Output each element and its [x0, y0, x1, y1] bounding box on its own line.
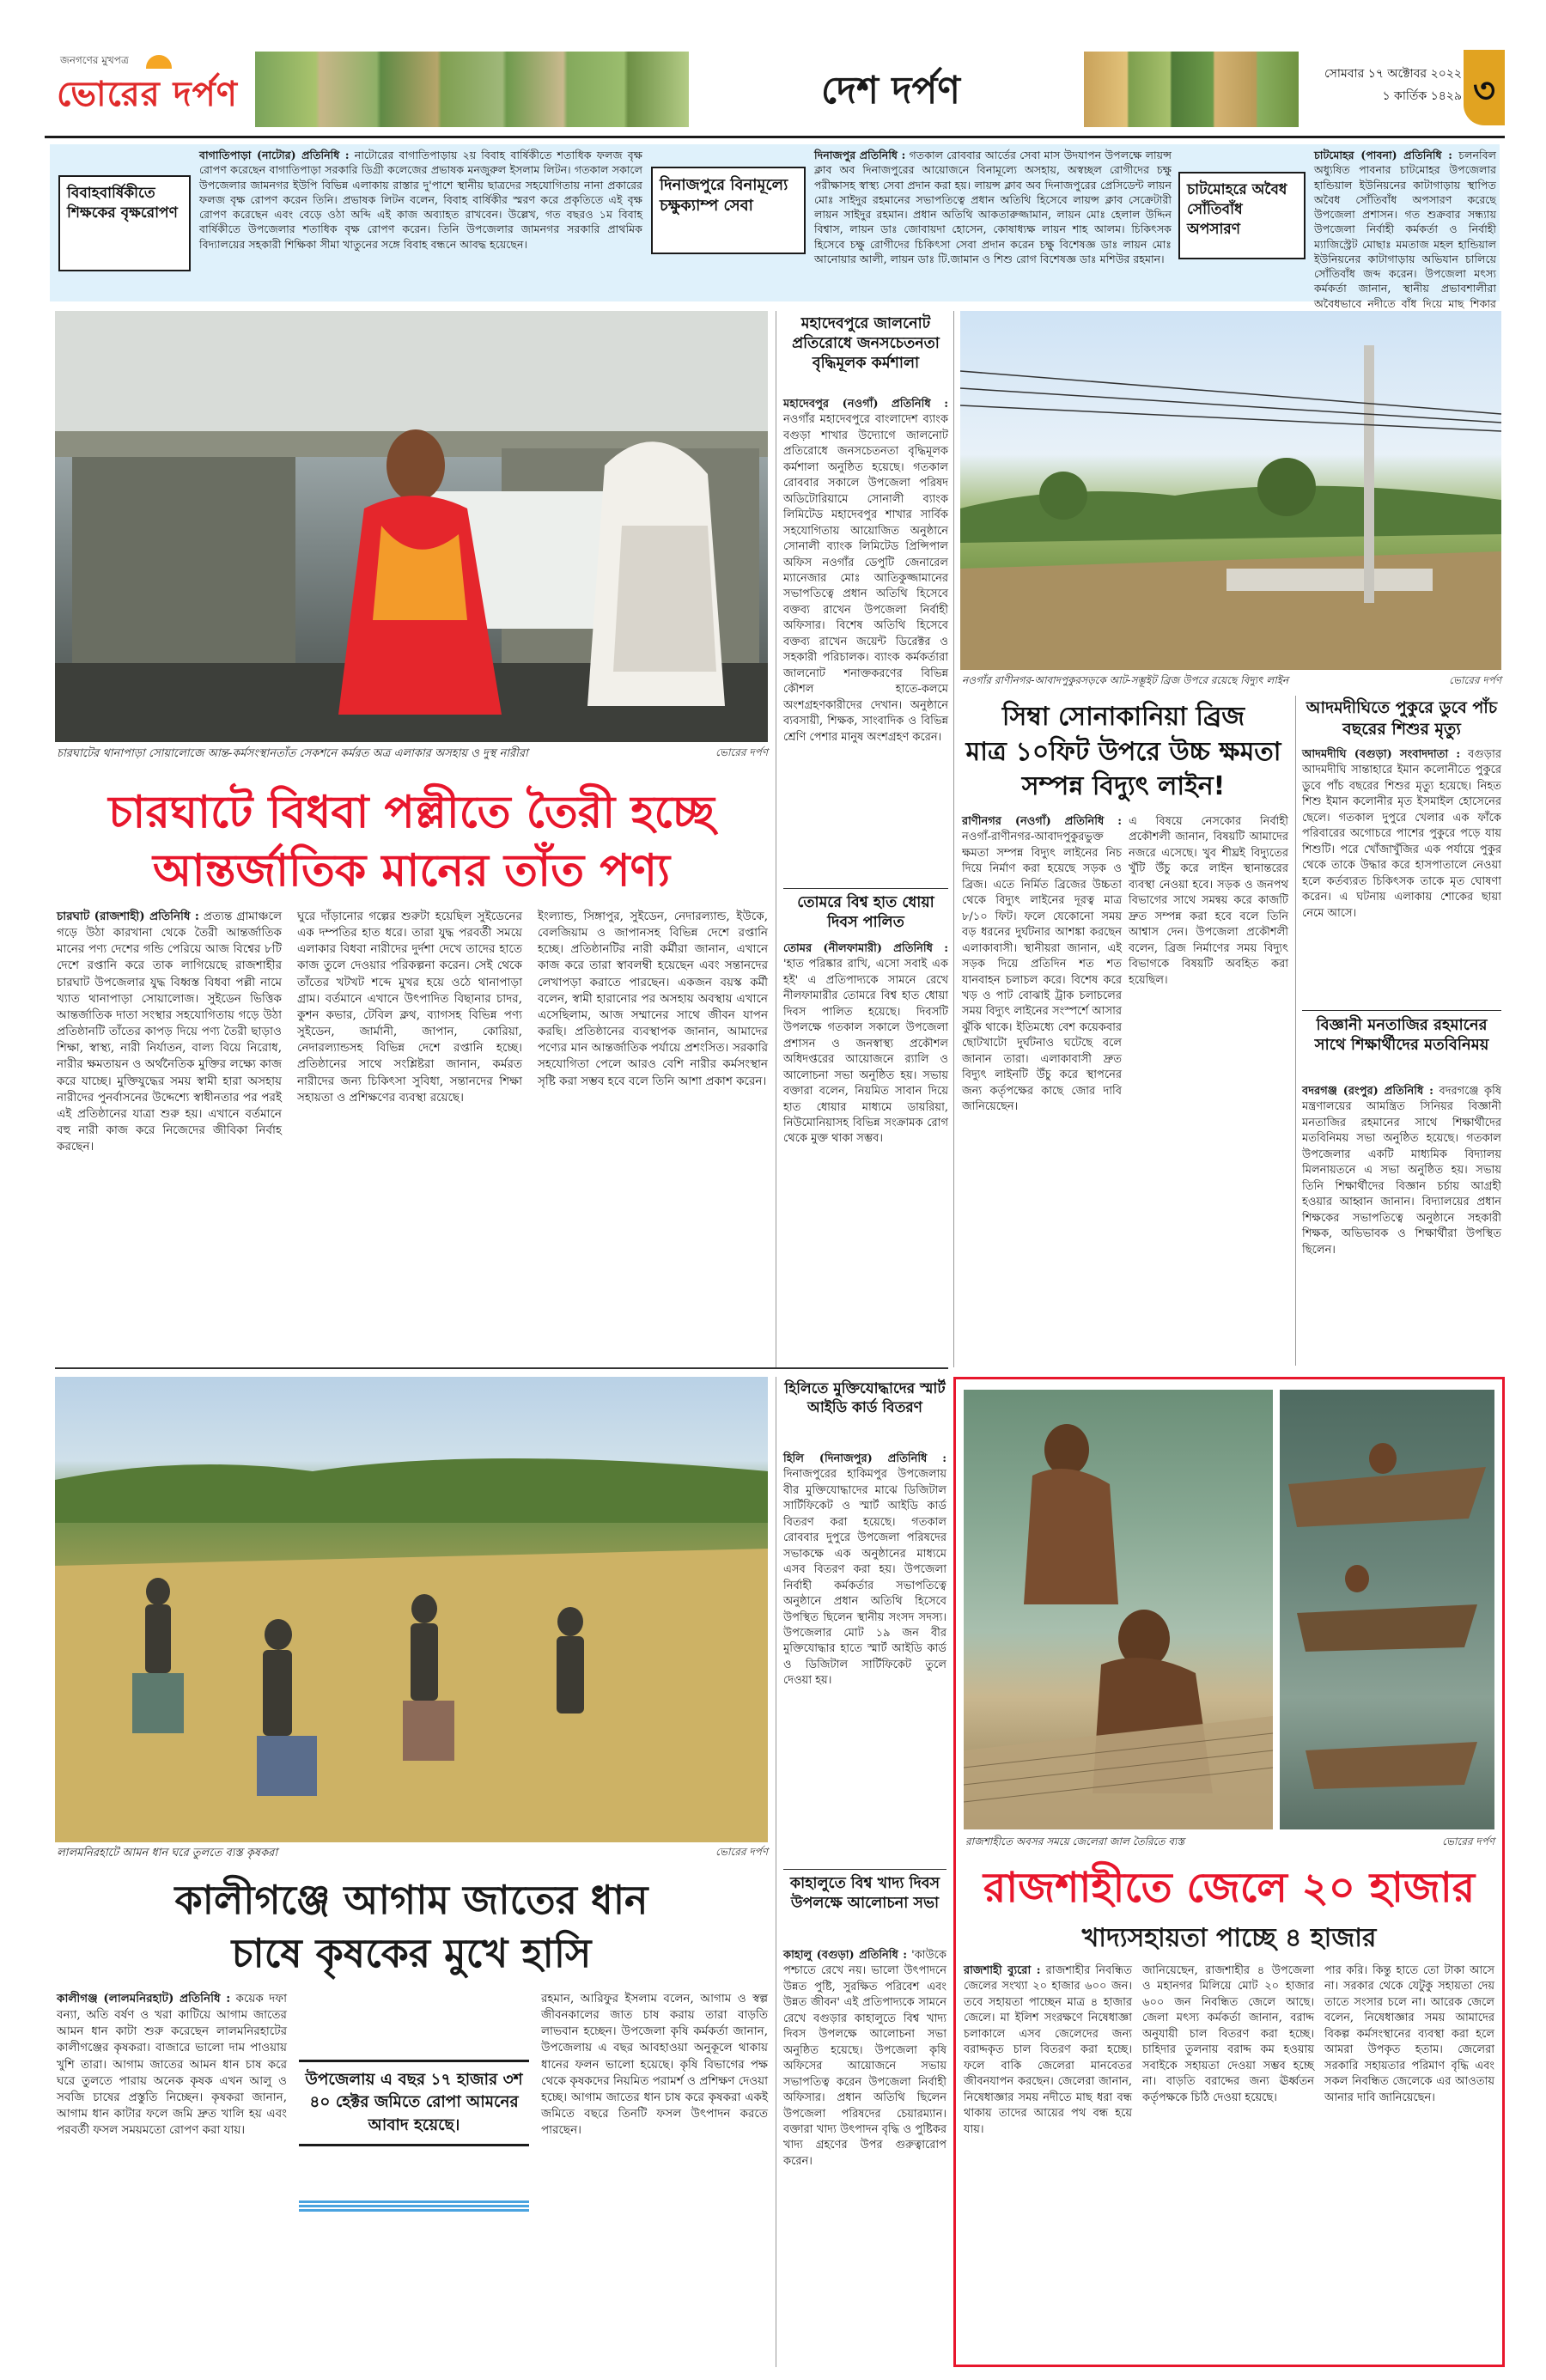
brief-headline-box-3 — [1178, 172, 1306, 259]
brief-byline-2: দিনাজপুর প্রতিনিধি : — [814, 149, 906, 161]
food-day-story — [783, 1948, 946, 2367]
brief-byline-1: বাগাতিপাড়া (নাটোর) প্রতিনিধি : — [199, 149, 350, 161]
weave-body-3: ইংল্যান্ড, সিঙ্গাপুর, সুইডেন, নেদারল্যান্ড, ইউকে, বেলজিয়াম ও জাপানসহ বিভিন্ন দেশে রপ্তানি হচ্ছে। প্রতিষ্ঠানটির নারী কর্মীরা জানান, এখানে কাজ করে তারা স্বাবলম্বী হয়েছেন এবং সন্তানদের লেখাপড়া করাতে পারছেন। একজন বয়স্ক কর্মী বলেন, স্বামী হারানোর পর অসহায় অবস্থায় এখানে এসেছিলাম, আজ সম্মানের সাথে জীবন যাপন করছি। প্রতিষ্ঠানের ব্যবস্থাপক জানান, আমাদের পণ্যের মান আন্তর্জাতিক পর্যায়ে প্রশংসিত। সরকারি সহযোগিতা পেলে আরও বেশি নারীর কর্মসংস্থান সৃষ্টি করা সম্ভব হবে বলে তিনি আশা প্রকাশ করেন। — [538, 910, 768, 1088]
harvest-photo-caption: লালমনিরহাটে আমন ধান ঘরে তুলতে ব্যস্ত কৃষকরা — [57, 1847, 278, 1860]
weaving-photo-caption: চারঘাটের থানাপাড়া সোয়ালোজে আন্ত-কর্মসংস্থানতাঁত সেকশনে কর্মরত অত্র এলাকার অসহায় ও দুস্থ নারীরা — [57, 747, 528, 760]
brief-headline-box-1 — [58, 175, 191, 271]
masthead-photo-strip-left — [255, 52, 689, 127]
scientist-body: বদরগঞ্জে কৃষি মন্ত্রণালয়ের আমন্ত্রিত সিনিয়র বিজ্ঞানী মনতাজির রহমানের সাথে শিক্ষার্থীদের মতবিনিময় সভা অনুষ্ঠিত হয়েছে। গতকাল উপজেলার একটি মাধ্যমিক বিদ্যালয় মিলনায়তনে এ সভা অনুষ্ঠিত হয়। সভায় তিনি শিক্ষার্থীদের বিজ্ঞান চর্চায় আগ্রহী হওয়ার আহ্বান জানান। বিদ্যালয়ের প্রধান শিক্ষকের সভাপতিত্বে অনুষ্ঠানে সহকারী শিক্ষক, অভিভাবক ও শিক্ষার্থীরা উপস্থিত ছিলেন। — [1302, 1085, 1502, 1257]
harvest-story-col-2 — [541, 1991, 768, 2367]
brief-body-2: গতকাল রোববার আর্তের সেবা মাস উদযাপন উপলক্ষে লায়ন্স ক্লাব অব দিনাজপুরের আয়োজনে বিনামূল্যে অসহায়, অস্বচ্ছল রোগীদের চক্ষু পরীক্ষাসহ স্বাস্থ্য সেবা প্রদান করা হয়। লায়ন্স ক্লাব অব দিনাজপুরের প্রেসিডেন্ট লায়ন মোঃ সাইদুর রহমানের সভাপতিত্বে প্রধান অতিথি হিসেবে লায়ন্স ক্লাব সেক্রেটারী লায়ন সাইদুর রহমান। প্রধান অতিথি আকতারুজ্জামান, লায়ন মোঃ হেলাল উদ্দিন বিশ্বাস, লায়ন ডাঃ জোবায়দা হোসেন, কোষাধ্যক্ষ লায়ন শাহ আলম। চিকিৎসক হিসেবে চক্ষু রোগীদের চিকিৎসা সেবা প্রদান করেন চক্ষু বিশেষজ্ঞ ডাঃ লায়ন মোঃ আনোয়ার আলী, লায়ন ডাঃ টি.জামান ও শিশু রোগ বিশেষজ্ঞ ডাঃ মশিউর রহমান। — [814, 149, 1172, 265]
weave-col-1 — [57, 909, 282, 1358]
harvest-headline-2[interactable]: চাষে কৃষকের মুখে হাসি — [231, 1930, 592, 1976]
fishermen-body-3: পার করি। কিন্তু হাতে তো টাকা আসে না। সরকার থেকে যেটুকু সহায়তা দেয় তাতে সংসার চলে না। আরেক জেলে বলেন, নিষেধাজ্ঞার সময় আমাদের বিকল্প কর্মসংস্থানের ব্যবস্থা করা হলে আমরা উপকৃত হতাম। জেলেরা সরকারি সহায়তার পরিমাণ বৃদ্ধি এবং সকল নিবন্ধিত জেলেকে এর আওতায় আনার দাবি জানিয়েছেন। — [1324, 1964, 1494, 2104]
mahadevpur-body: নওগাঁর মহাদেবপুরে বাংলাদেশ ব্যাংক বগুড়া শাখার উদ্যোগে জালনোট প্রতিরোধে জনসচেতনতা বৃদ্ধিমূলক কর্মশালা অনুষ্ঠিত হয়েছে। গতকাল রোববার সকালে উপজেলা পরিষদ অডিটোরিয়ামে সোনালী ব্যাংক লিমিটেড মহাদেবপুর শাখার সার্বিক সহযোগিতায় আয়োজিত অনুষ্ঠানে সোনালী ব্যাংক লিমিটেড প্রিন্সিপাল অফিস নওগাঁর ডেপুটি জেনারেল ম্যানেজার মোঃ আতিকুজ্জামানের সভাপতিত্বে প্রধান অতিথি হিসেবে বক্তব্য রাখেন উপজেলা নির্বাহী অফিসার। বিশেষ অতিথি হিসেবে বক্তব্য রাখেন জয়েন্ট ডিরেক্টর ও সহকারী পরিচালক। ব্যাংক কর্মকর্তারা জালনোট শনাক্তকরণের বিভিন্ন কৌশল হাতে-কলমে অংশগ্রহণকারীদের দেখান। অনুষ্ঠানে ব্যবসায়ী, শিক্ষক, সাংবাদিক ও বিভিন্ন শ্রেণি পেশার মানুষ অংশগ্রহণ করেন। — [783, 413, 948, 744]
section-title: দেশ দর্পণ — [821, 69, 960, 113]
weave-col-3 — [538, 909, 768, 1358]
harvest-body-2: রহমান, আরিফুর ইসলাম বলেন, আগাম ও স্বল্প জীবনকালের জাত চাষ করায় তারা বাড়তি লাভবান হচ্ছেন। উপজেলা কৃষি কর্মকর্তা জানান, উপজেলায় এ বছর আবহাওয়া অনুকূলে থাকায় ধানের ফলন ভালো হয়েছে। কৃষি বিভাগের পক্ষ থেকে কৃষকদের নিয়মিত পরামর্শ ও প্রশিক্ষণ দেওয়া হচ্ছে। আগাম জাতের ধান চাষ করে কৃষকরা একই জমিতে বছরে তিনটি ফসল উৎপাদন করতে পারছেন। — [541, 1992, 768, 2138]
weave-story-divider — [55, 1367, 948, 1369]
masthead-photo-strip-right — [1084, 52, 1299, 127]
scientist-headline[interactable]: বিজ্ঞানী মনতাজির রহমানের সাথে শিক্ষার্থীদের মতবিনিময় — [1314, 1016, 1489, 1055]
fishermen-headline-1[interactable]: রাজশাহীতে জেলে ২০ হাজার — [983, 1864, 1476, 1912]
food-day-body: 'কাউকে পশ্চাতে রেখে নয়। ভালো উৎপাদনে উন্নত পুষ্টি, সুরক্ষিত পরিবেশ এবং উন্নত জীবন' এই প্রতিপাদ্যকে সামনে রেখে বগুড়ার কাহালুতে বিশ্ব খাদ্য দিবস উপলক্ষে আলোচনা সভা অনুষ্ঠিত হয়েছে। উপজেলা কৃষি অফিসের আয়োজনে সভায় সভাপতিত্ব করেন উপজেলা নির্বাহী অফিসার। প্রধান অতিথি ছিলেন উপজেলা পরিষদের চেয়ারম্যান। বক্তারা খাদ্য উৎপাদন বৃদ্ধি ও পুষ্টিকর খাদ্য গ্রহণের উপর গুরুত্বারোপ করেন। — [783, 1949, 946, 2168]
scientist-story — [1302, 1084, 1501, 1364]
bridge-photo-credit: ভোরের দর্পণ — [1449, 674, 1501, 686]
id-card-body: দিনাজপুরের হাকিমপুর উপজেলায় বীর মুক্তিযোদ্ধাদের মাঝে ডিজিটাল সার্টিফিকেট ও স্মার্ট আইডি কার্ড বিতরণ করা হয়েছে। গতকাল রোববার দুপুরে উপজেলা পরিষদের সভাকক্ষে এক অনুষ্ঠানের মাধ্যমে এসব বিতরণ করা হয়। উপজেলা নির্বাহী কর্মকর্তার সভাপতিত্বে অনুষ্ঠানে প্রধান অতিথি হিসেবে উপস্থিত ছিলেন স্থানীয় সংসদ সদস্য। উপজেলার মোট ১৯ জন বীর মুক্তিযোদ্ধার হাতে স্মার্ট আইডি কার্ড ও ডিজিটাল সার্টিফিকেট তুলে দেওয়া হয়। — [783, 1468, 946, 1688]
weave-byline: চারঘাট (রাজশাহী) প্রতিনিধি : — [57, 910, 199, 923]
col-divider-2 — [953, 311, 954, 1367]
harvest-headline-1[interactable]: কালীগঞ্জে আগাম জাতের ধান — [174, 1877, 648, 1923]
id-card-byline: হিলি (দিনাজপুর) প্রতিনিধি : — [783, 1452, 946, 1465]
brief-story-3 — [1314, 148, 1496, 310]
handwash-body: 'হাত পরিষ্কার রাখি, এসো সবাই এক হই' এ প্রতিপাদ্যকে সামনে রেখে নীলফামারীর তোমরে বিশ্ব হাত ধোয়া দিবস পালিত হয়েছে। দিবসটি উপলক্ষে গতকাল সকালে উপজেলা প্রশাসন ও জনস্বাস্থ্য প্রকৌশল অধিদপ্তরের আয়োজনে র‍্যালি ও আলোচনা সভা অনুষ্ঠিত হয়। সভায় বক্তারা বলেন, নিয়মিত সাবান দিয়ে হাত ধোয়ার মাধ্যমে ডায়রিয়া, নিউমোনিয়াসহ বিভিন্ন সংক্রামক রোগ থেকে মুক্ত থাকা সম্ভব। — [783, 958, 948, 1146]
sun-logo-icon — [146, 55, 172, 69]
pull-quote-accent-bars — [299, 2200, 529, 2213]
bridge-photo-caption: নওগাঁর রাণীনগর-আবাদপুকুরসড়কে আট-সম্ভূইট ব্রিজ উপরে রয়েছে বিদ্যুৎ লাইন — [962, 674, 1289, 686]
handwash-byline: তোমর (নীলফামারী) প্রতিনিধি : — [783, 942, 948, 955]
bridge-photo-illustration — [960, 311, 1501, 670]
handwash-headline[interactable]: তোমরে বিশ্ব হাত ধোয়া দিবস পালিত — [797, 894, 934, 931]
bridge-story-col-1 — [962, 814, 1122, 1364]
pond-byline: আদমদীঘি (বগুড়া) সংবাদদাতা : — [1302, 748, 1461, 761]
brief-story-2 — [814, 148, 1172, 299]
brief-headline-1[interactable]: বিবাহবার্ষিকীতে শিক্ষকের বৃক্ষরোপণ — [67, 185, 178, 222]
fishermen-story-col-2 — [1142, 1963, 1314, 2359]
issue-date: সোমবার ১৭ অক্টোবর ২০২২ — [1324, 67, 1462, 81]
bridge-story-col-2 — [1129, 814, 1288, 1364]
pond-body: বগুড়ার আদমদীঘি সান্তাহারে ইমান কলোনীতে পুকুরে ডুবে পাঁচ বছরের শিশুর মৃত্যু হয়েছে। নিহত শিশু ইমান কলোনীর মৃত ইসমাইল হোসেনের ছেলে। গতকাল দুপুরে খেলার এক ফাঁকে পরিবারের অগোচরে পাশের পুকুরে পড়ে যায় শিশুটি। পরে খোঁজাখুঁজির এক পর্যায়ে পুকুর থেকে তাকে উদ্ধার করে হাসপাতালে নেওয়া হলে কর্তব্যরত চিকিৎসক তাকে মৃত ঘোষণা করেন। এ ঘটনায় এলাকায় শোকের ছায়া নেমে আসে। — [1302, 748, 1501, 920]
id-card-headline[interactable]: হিলিতে মুক্তিযোদ্ধাদের স্মার্ট আইডি কার্ড বিতরণ — [784, 1380, 946, 1417]
brief-headline-2[interactable]: দিনাজপুরে বিনামূল্যে চক্ষুক্যাম্প সেবা — [660, 176, 788, 216]
weaving-photo-credit: ভোরের দর্পণ — [715, 746, 768, 758]
brief-body-1: নাটোরের বাগাতিপাড়ায় ২য় বিবাহ বার্ষিকীতে শতাধিক ফলজ বৃক্ষ রোপণ করেছেন বাগাতিপাড়া সরকারি ডিগ্রী কলেজের প্রভাষক মনজুরুল ইসলাম লিটন। গতকাল সকালে উপজেলার জামনগর ইউপি বিভিন্ন এলাকায় রাস্তার দু'পাশে স্থানীয় ছাত্রদের সহযোগিতায় নানা প্রকারের ফলজ বৃক্ষ রোপণ করেন তিনি। প্রভাষক লিটন বলেন, বিবাহ বার্ষিকীর স্মরণ করে প্রকৃতিতে এই বৃক্ষ রোপণ করেছেন এবং বেড়ে ওঠা অব্দি এই কাজ অব্যাহত রাখবেন। উল্লেখ, গত বছরও ১ম বিবাহ বার্ষিকীতে উপজেলার শতাধিক বৃক্ষ রোপণ করেন। তিনি উপজেলার জামনগর সরকারি প্রাথমিক বিদ্যালয়ের সহকারী শিক্ষিকা সীমা খাতুনের সঙ্গে বিবাহ বন্ধনে আবদ্ধ হয়েছেন। — [199, 149, 642, 251]
paper-logo[interactable] — [57, 67, 246, 122]
brief-story-1 — [199, 148, 642, 299]
brief-body-3: চলনবিল অধ্যুষিত পাবনার চাটমোহর উপজেলার হান্ডিয়াল ইউনিয়নের কাটাগাড়ায় স্থাপিত অবৈধ সোঁতিবাঁধ অপসারণ করেছে উপজেলা প্রশাসন। গত শুক্রবার সন্ধ্যায় উপজেলা নির্বাহী কর্মকর্তা ও নির্বাহী ম্যাজিস্ট্রেট মোছাঃ মমতাজ মহল হান্ডিয়াল ইউনিয়নের কাটাগাড়ায় অভিযান চালিয়ে সোঁতিবাঁধ জব্দ করেন। উপজেলা মৎস্য কর্মকর্তা জানান, স্থানীয় প্রভাবশালীরা অবৈধভাবে নদীতে বাঁধ দিয়ে মাছ শিকার — [1314, 149, 1496, 310]
fishermen-photo-caption: রাজশাহীতে অবসর সময়ে জেলেরা জাল তৈরিতে ব্যস্ত — [965, 1835, 1185, 1847]
harvest-byline: কালীগঞ্জ (লালমনিরহাট) প্রতিনিধি : — [57, 1992, 231, 2006]
pond-story — [1302, 747, 1501, 1005]
issue-date-bengali: ১ কার্তিক ১৪২৯ — [1382, 89, 1462, 103]
harvest-body-1: কয়েক দফা বন্যা, অতি বর্ষণ ও খরা কাটিয়ে আগাম জাতের আমন ধান কাটা শুরু করেছেন লালমনিরহাটের কালীগঞ্জের কৃষকরা। বাজারে ভালো দাম পাওয়ায় খুশি তারা। আগাম জাতের আমন ধান চাষ করে ঘরে তুলতে পারায় অনেক কৃষক এখন আলু ও সবজি চাষের প্রস্তুতি নিচ্ছেন। কৃষকরা জানান, আগাম ধান কাটার ফলে জমি দ্রুত খালি হয় এবং পরবর্তী ফসল সময়মতো রোপণ করা যায়। — [57, 1992, 287, 2138]
fishermen-headline-2[interactable]: খাদ্যসহায়তা পাচ্ছে ৪ হাজার — [1081, 1923, 1377, 1953]
col-divider-3 — [1295, 696, 1296, 1366]
brief-headline-box-2 — [651, 167, 806, 254]
weave-body-1: প্রত্যন্ত গ্রামাঞ্চলে গড়ে উঠা কারখানা থেকে তৈরী আন্তর্জাতিক মানের পণ্য দেশের গন্ডি পেরিয়ে আজ বিশ্বের ৮টি দেশে রপ্তানি করে তাক লাগিয়েছে রাজশাহীর চারঘাট উপজেলার যুদ্ধ বিধ্বস্ত বিধবা পল্লী নামে খ্যাত থানাপাড়া সোয়ালোজ। সুইডেন ভিত্তিক আন্তর্জাতিক দাতা সংস্থার সহযোগিতায় গড়ে উঠা প্রতিষ্ঠানটি তাঁতের কাপড় দিয়ে পণ্য তৈরী ছাড়াও শিক্ষা, স্বাস্থ্য, নারী নির্যাতন, বাল্য বিয়ে নিরোধ, নারীর ক্ষমতায়ন ও অর্থনৈতিক মুক্তির লক্ষ্যে কাজ করে যাচ্ছে। মুক্তিযুদ্ধের সময় স্বামী হারা অসহায় নারীদের পুনর্বাসনের উদ্দেশ্যে স্বাধীনতার পর পরই এই প্রতিষ্ঠানের যাত্রা শুরু হয়। এখানে বর্তমানে বহু নারী কাজ করে নিজেদের জীবিকা নির্বাহ করছেন। — [57, 910, 283, 1154]
food-day-headline[interactable]: কাহালুতে বিশ্ব খাদ্য দিবস উপলক্ষে আলোচনা সভা — [789, 1875, 940, 1913]
fishermen-body-1: রাজশাহীর নিবন্ধিত জেলের সংখ্যা ২০ হাজার ৬০০ জন। তবে সহায়তা পাচ্ছেন মাত্র ৪ হাজার জেলে। মা ইলিশ সংরক্ষণে নিষেধাজ্ঞা চলাকালে এসব জেলেদের জন্য বরাদ্দকৃত চাল বিতরণ করা হচ্ছে। ফলে বাকি জেলেরা মানবেতর জীবনযাপন করছেন। জেলেরা জানান, নিষেধাজ্ঞার সময় নদীতে মাছ ধরা বন্ধ থাকায় তাদের আয়ের পথ বন্ধ হয়ে যায়। — [964, 1964, 1132, 2136]
paper-name: ভোরের দর্পণ — [57, 75, 238, 114]
masthead-divider — [45, 136, 1505, 138]
fishermen-story-col-3 — [1324, 1963, 1494, 2359]
weave-body-2: ঘুরে দাঁড়ানোর গল্পের শুরুটা হয়েছিল সুইডেনের এক দম্পতির হাত ধরে। তারা যুদ্ধ পরবর্তী সময়ে এলাকার বিধবা নারীদের দুর্দশা দেখে তাদের হাতে কাজ তুলে দেওয়ার পরিকল্পনা করেন। সেই থেকে তাঁতের খটখট শব্দে মুখর হয়ে ওঠে থানাপাড়া গ্রাম। বর্তমানে এখানে উৎপাদিত বিছানার চাদর, কুশন কভার, টেবিল ক্লথ, ব্যাগসহ বিভিন্ন পণ্য সুইডেন, জার্মানী, জাপান, কোরিয়া, নেদারল্যান্ডসহ বিভিন্ন দেশে রপ্তানি হচ্ছে। প্রতিষ্ঠানের সাথে সংশ্লিষ্টরা জানান, কর্মরত নারীদের জন্য চিকিৎসা সুবিধা, সন্তানদের শিক্ষা সহায়তা ও প্রশিক্ষণের ব্যবস্থা রয়েছে। — [297, 910, 522, 1105]
weave-headline-2[interactable]: আন্তর্জাতিক মানের তাঁত পণ্য — [152, 845, 671, 897]
scientist-byline: বদরগঞ্জ (রংপুর) প্রতিনিধি : — [1302, 1085, 1433, 1098]
brief-byline-3: চাটমোহর (পাবনা) প্রতিনিধি : — [1314, 149, 1452, 161]
id-card-divider — [783, 1869, 946, 1870]
mahadevpur-story — [783, 397, 948, 882]
weave-col-2 — [297, 909, 522, 1358]
fishermen-photo-right — [1280, 1390, 1494, 1829]
mahadevpur-byline: মহাদেবপুর (নওগাঁ) প্রতিনিধি : — [783, 398, 948, 411]
harvest-photo — [55, 1377, 768, 1842]
harvest-photo-credit: ভোরের দর্পণ — [715, 1846, 768, 1858]
brief-headline-3[interactable]: চাটমোহরে অবৈধ সোঁতিবাঁধ অপসারণ — [1187, 181, 1287, 238]
fishermen-body-2: জানিয়েছেন, রাজশাহীর ৪ উপজেলা ও মহানগর মিলিয়ে মোট ২০ হাজার ৬০০ জন নিবন্ধিত জেলে আছে। জেলা মৎস্য কর্মকর্তা জানান, বরাদ্দ অনুযায়ী চাল বিতরণ করা হচ্ছে। চাহিদার তুলনায় বরাদ্দ কম হওয়ায় সবাইকে সহায়তা দেওয়া সম্ভব হচ্ছে না। বাড়তি বরাদ্দের জন্য ঊর্ধ্বতন কর্তৃপক্ষকে চিঠি দেওয়া হয়েছে। — [1142, 1964, 1314, 2104]
masthead-tagline: জনগণের মুখপত্র — [60, 54, 129, 66]
handwash-story — [783, 941, 948, 1362]
weaving-photo — [55, 311, 768, 742]
pond-headline[interactable]: আদমদীঘিতে পুকুরে ডুবে পাঁচ বছরের শিশুর মৃত্যু — [1306, 698, 1498, 739]
masthead — [45, 45, 1505, 137]
bridge-headline-1[interactable]: সিম্বা সোনাকানিয়া ব্রিজ — [1001, 702, 1245, 732]
weaving-photo-illustration — [55, 311, 768, 742]
fishermen-photo-right-illustration — [1280, 1390, 1494, 1829]
page-number: ৩ — [1472, 71, 1495, 111]
bridge-photo — [960, 311, 1501, 670]
fishermen-photo-credit: ভোরের দর্পণ — [1442, 1835, 1494, 1847]
fishermen-byline: রাজশাহী ব্যুরো : — [964, 1964, 1041, 1977]
fishermen-photo-left — [964, 1390, 1273, 1829]
id-card-story — [783, 1452, 946, 1864]
mahadevpur-divider — [783, 888, 948, 889]
food-day-byline: কাহালু (বগুড়া) প্রতিনিধি : — [783, 1949, 908, 1962]
harvest-photo-illustration — [55, 1377, 768, 1842]
bridge-headline-2[interactable]: মাত্র ১০ফিট উপরে উচ্চ ক্ষমতা সম্পন্ন বিদ্যুৎ লাইন! — [965, 737, 1281, 801]
bridge-body-2: এ বিষয়ে নেসকোর নির্বাহী প্রকৌশলী জানান, বিষয়টি আমাদের নজরে এসেছে। খুব শীঘ্রই বিদ্যুতের খুঁটি উঁচু করে লাইন স্থানান্তরের ব্যবস্থা নেওয়া হবে। সড়ক ও জনপথ বিভাগের সাথে সমন্বয় করে কাজটি দ্রুত সম্পন্ন করা হবে বলে তিনি আশ্বাস দেন। উপজেলা প্রকৌশলী বলেন, ব্রিজ নির্মাণের সময় বিদ্যুৎ বিভাগকে বিষয়টি অবহিত করা হয়েছিল। — [1129, 815, 1288, 987]
harvest-pull-quote — [299, 2060, 529, 2146]
bridge-byline: রাণীনগর (নওগাঁ) প্রতিনিধি : — [962, 815, 1122, 828]
harvest-pull-quote-text: উপজেলায় এ বছর ১৭ হাজার ৩শ ৪০ হেক্টর জমিতে রোপা আমনের আবাদ হয়েছে। — [305, 2071, 523, 2134]
pond-divider — [1302, 1010, 1501, 1011]
bridge-body: নওগাঁ-রাণীনগর-আবাদপুকুরভুক্ত ক্ষমতা সম্পন্ন বিদ্যুৎ লাইনের নিচ দিয়ে নির্মাণ করা হয়েছে সড়ক ও ব্রিজ। এতে নির্মিত ব্রিজের উচ্চতা থেকে বিদ্যুৎ লাইনের দূরত্ব মাত্র ৮/১০ ফিট। ফলে যেকোনো সময় বড় ধরনের দুর্ঘটনার আশঙ্কা করছেন এলাকাবাসী। স্থানীয়রা জানান, এই সড়ক দিয়ে প্রতিদিন শত শত যানবাহন চলাচল করে। বিশেষ করে খড় ও পাট বোঝাই ট্রাক চলাচলের সময় বিদ্যুৎ লাইনের সংস্পর্শে আসার ঝুঁকি থাকে। ইতিমধ্যে বেশ কয়েকবার ছোটখাটো দুর্ঘটনাও ঘটেছে বলে জানান তারা। এলাকাবাসী দ্রুত বিদ্যুৎ লাইনটি উঁচু করে স্থাপনের জন্য কর্তৃপক্ষের কাছে জোর দাবি জানিয়েছেন। — [962, 831, 1122, 1114]
weave-headline-1[interactable]: চারঘাটে বিধবা পল্লীতে তৈরী হচ্ছে — [108, 787, 715, 838]
mahadevpur-headline[interactable]: মহাদেবপুরে জালনোট প্রতিরোধে জনসচেতনতা বৃদ্ধিমূলক কর্মশালা — [792, 315, 940, 373]
harvest-story-col-1 — [57, 1991, 287, 2367]
fishermen-photo-left-illustration — [964, 1390, 1273, 1829]
fishermen-story-col-1 — [964, 1963, 1132, 2359]
